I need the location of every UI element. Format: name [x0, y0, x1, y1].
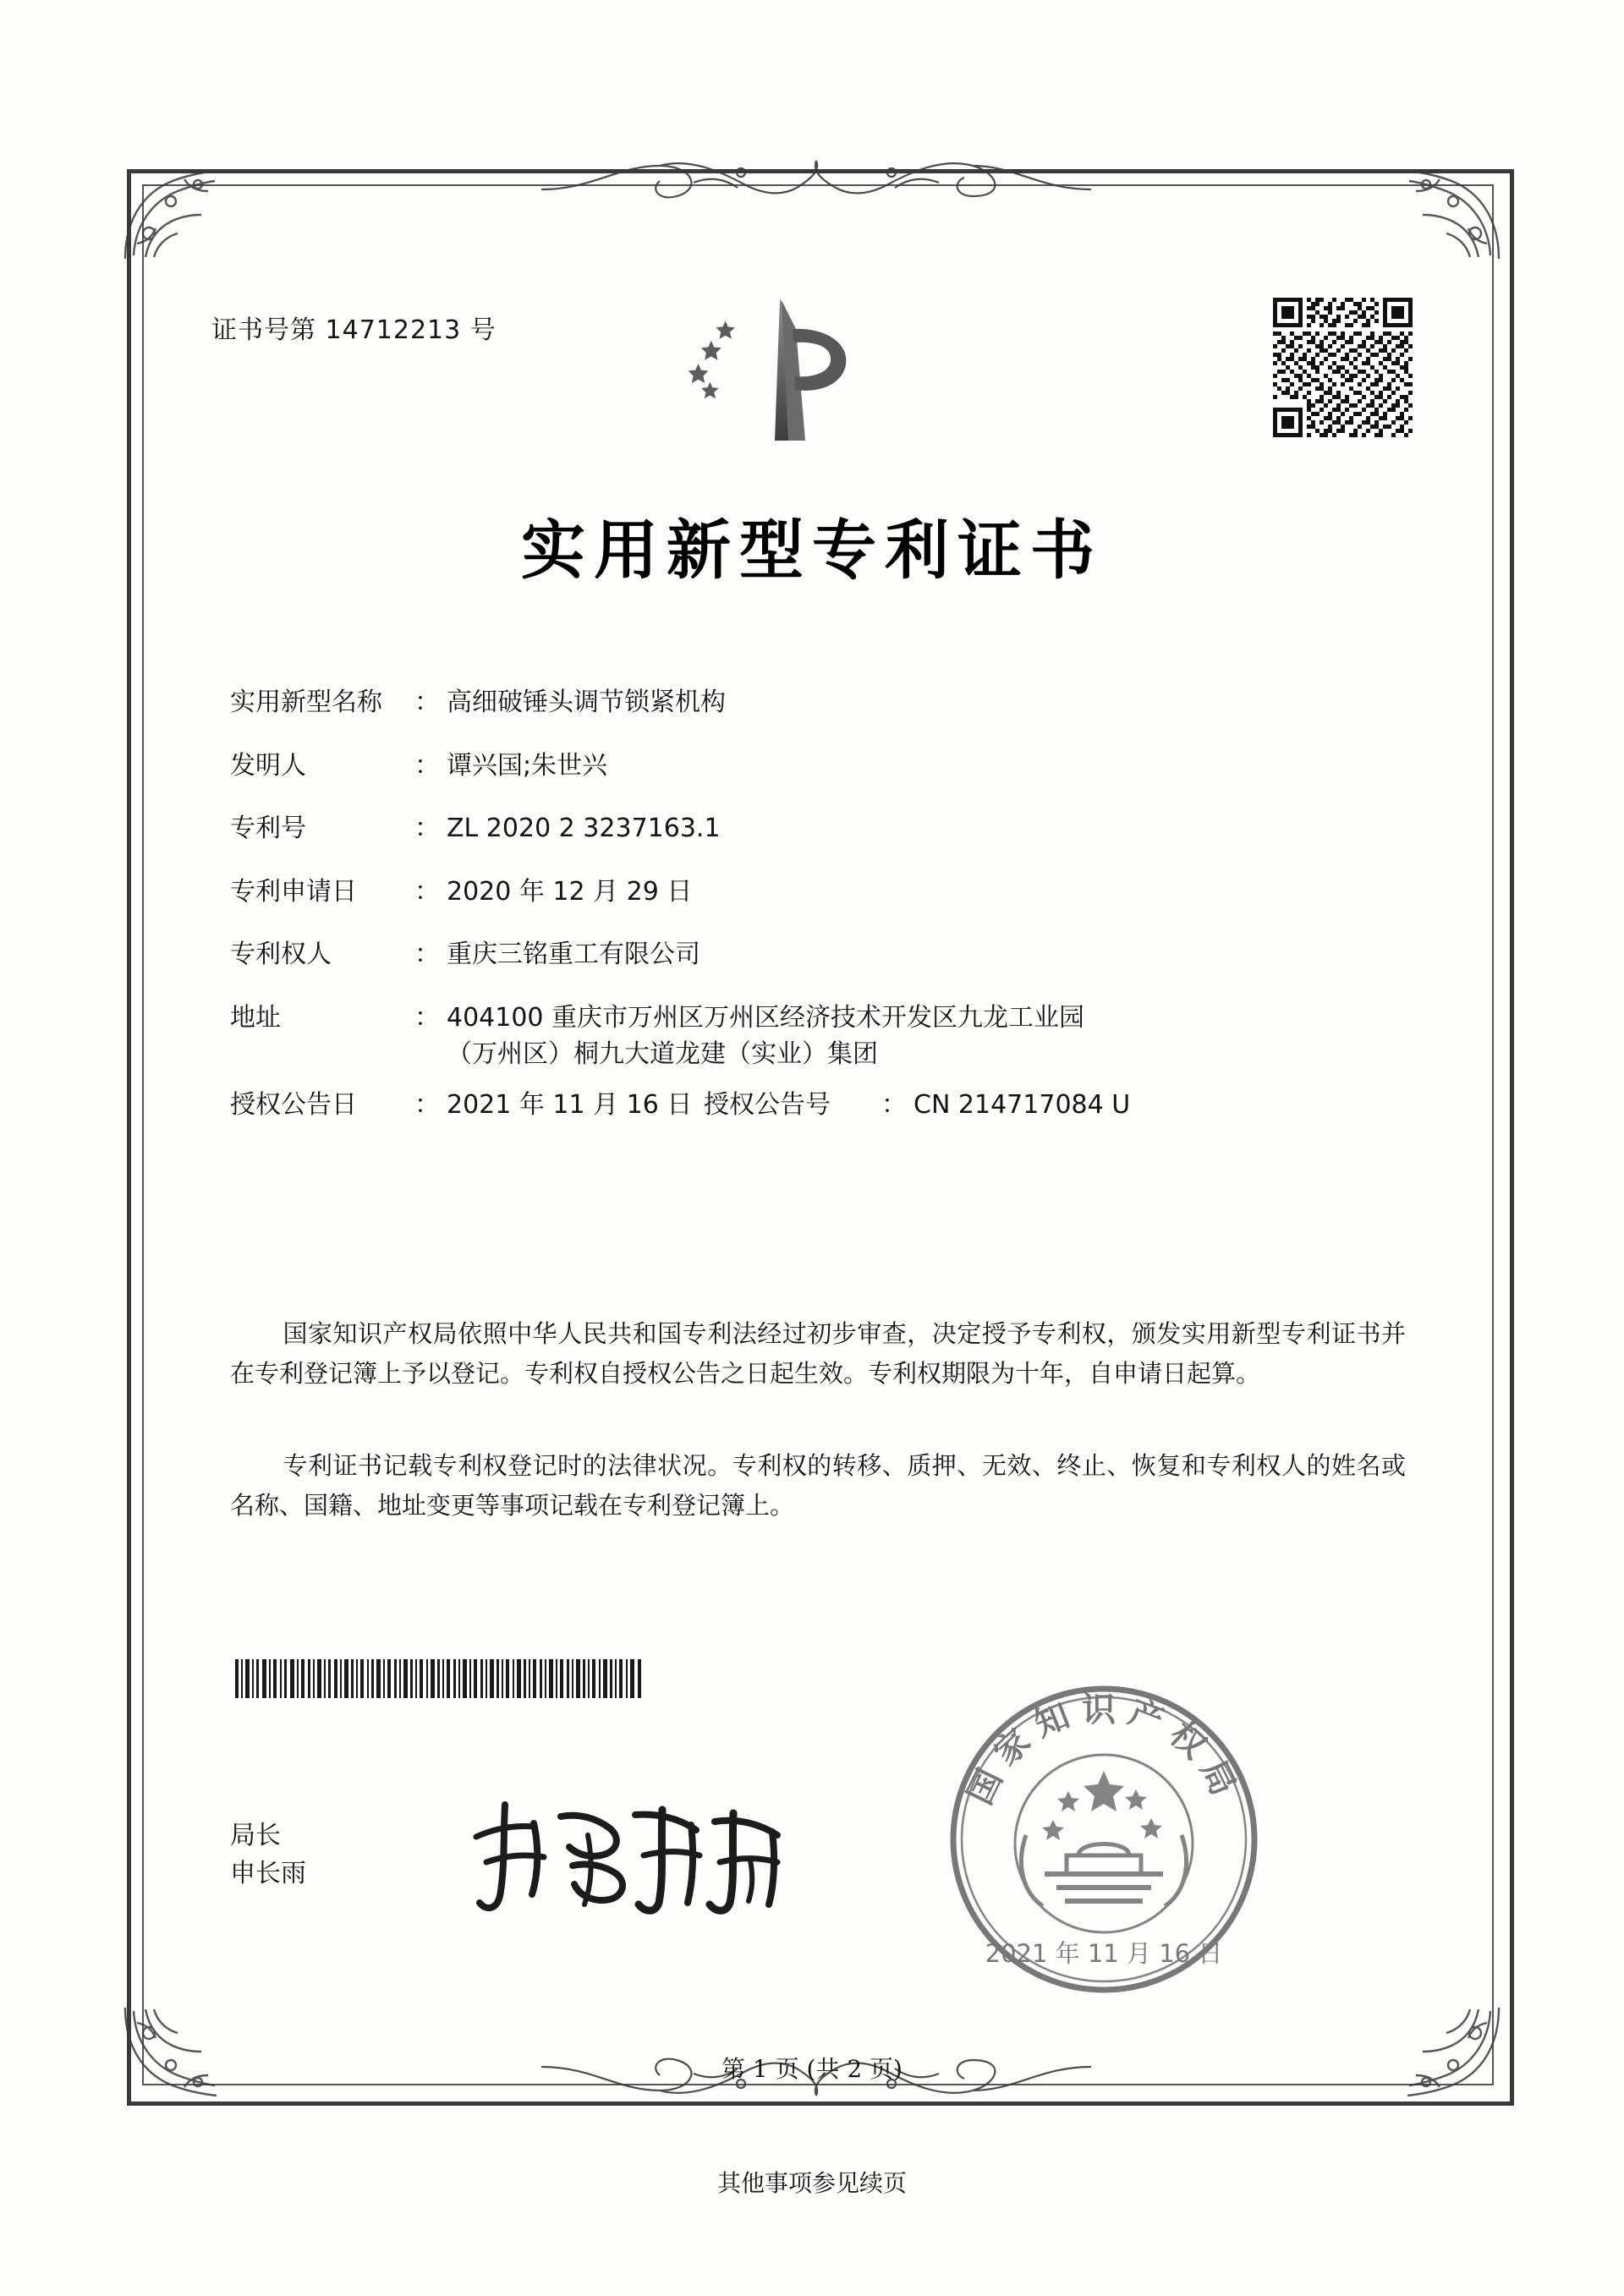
page-title: 实用新型专利证书	[521, 512, 1103, 588]
field-colon: ：	[414, 814, 440, 843]
grant-date-group	[230, 1089, 704, 1121]
certificate-number: 证书号第 14712213 号	[211, 315, 497, 345]
field-label-inventor: 发明人	[230, 750, 306, 781]
field-colon: ：	[414, 1002, 440, 1033]
corner-ornament-icon	[1402, 162, 1504, 264]
field-value-patent-number: ZL 2020 2 3237163.1	[447, 814, 721, 843]
field-colon: ：	[414, 876, 440, 907]
field-label-address: 地址	[230, 1002, 281, 1033]
field-value-application-date: 2020 年 12 月 29 日	[447, 876, 693, 907]
field-colon: ：	[881, 1089, 907, 1120]
seal-outer-text: 国家知识产权局	[960, 1690, 1248, 1811]
field-label-grant-date: 授权公告日	[230, 1089, 357, 1120]
field-row-name	[230, 687, 1414, 719]
grant-number-group	[704, 1089, 1130, 1121]
field-value-grant-number: CN 214717084 U	[914, 1089, 1131, 1120]
legal-paragraph-2-text: 专利证书记载专利权登记时的法律状况。专利权的转移、质押、无效、终止、恢复和专利权人的姓名或名称、国籍、地址变更等事项记载在专利登记簿上。	[230, 1451, 1406, 1520]
field-row-patent-number	[230, 813, 1414, 845]
footer-note: 其他事项参见续页	[716, 2169, 907, 2197]
national-emblem-seal-icon	[939, 1674, 1269, 2004]
field-row-grant	[230, 1089, 1414, 1121]
field-colon: ：	[414, 1089, 440, 1120]
field-value-grant-date: 2021 年 11 月 16 日	[447, 1089, 693, 1120]
address-line-1: 404100 重庆市万州区万州区经济技术开发区九龙工业园	[447, 1002, 1085, 1033]
qr-code-icon	[1273, 298, 1413, 437]
legal-paragraph-1	[230, 1314, 1406, 1394]
field-value-address	[447, 1002, 1414, 1071]
signature-title-label: 局长	[230, 1821, 281, 1850]
field-colon: ：	[414, 688, 440, 717]
seal-date-text: 2021 年 11 月 16 日	[985, 1939, 1223, 1968]
legal-paragraph-2	[230, 1446, 1406, 1526]
legal-paragraph-1-text: 国家知识产权局依照中华人民共和国专利法经过初步审查，决定授予专利权，颁发实用新型专利证书并在专利登记簿上予以登记。专利权自授权公告之日起生效。专利权期限为十年，自申请日起算。	[230, 1319, 1406, 1388]
barcode-icon	[235, 1659, 641, 1698]
field-row-application-date	[230, 876, 1414, 908]
patent-office-emblem-icon	[677, 292, 888, 461]
corner-ornament-icon	[120, 162, 222, 264]
field-colon: ：	[414, 940, 440, 969]
field-value-inventor: 谭兴国;朱世兴	[447, 750, 608, 781]
field-label-grant-number: 授权公告号	[704, 1089, 831, 1120]
signature-name: 申长雨	[230, 1859, 306, 1888]
top-flourish-ornament-icon	[541, 151, 1091, 227]
field-value-patentee: 重庆三铭重工有限公司	[447, 940, 700, 969]
field-label-utility-model-name: 实用新型名称	[230, 688, 382, 717]
signature-block	[230, 1817, 306, 1893]
field-row-patentee	[230, 939, 1414, 971]
handwritten-signature-icon	[461, 1784, 816, 1920]
field-row-address	[230, 1002, 1414, 1071]
address-line-2: （万州区）桐九大道龙建（实业）集团	[447, 1039, 878, 1069]
field-row-inventor	[230, 750, 1414, 782]
field-label-application-date: 专利申请日	[230, 876, 357, 907]
field-colon: ：	[414, 750, 440, 781]
field-list	[230, 687, 1414, 1149]
field-label-patent-number: 专利号	[230, 814, 306, 843]
field-value-utility-model-name: 高细破锤头调节锁紧机构	[447, 688, 726, 717]
page-number: 第 1 页 (共 2 页)	[721, 2055, 903, 2083]
field-label-patentee: 专利权人	[230, 940, 332, 969]
